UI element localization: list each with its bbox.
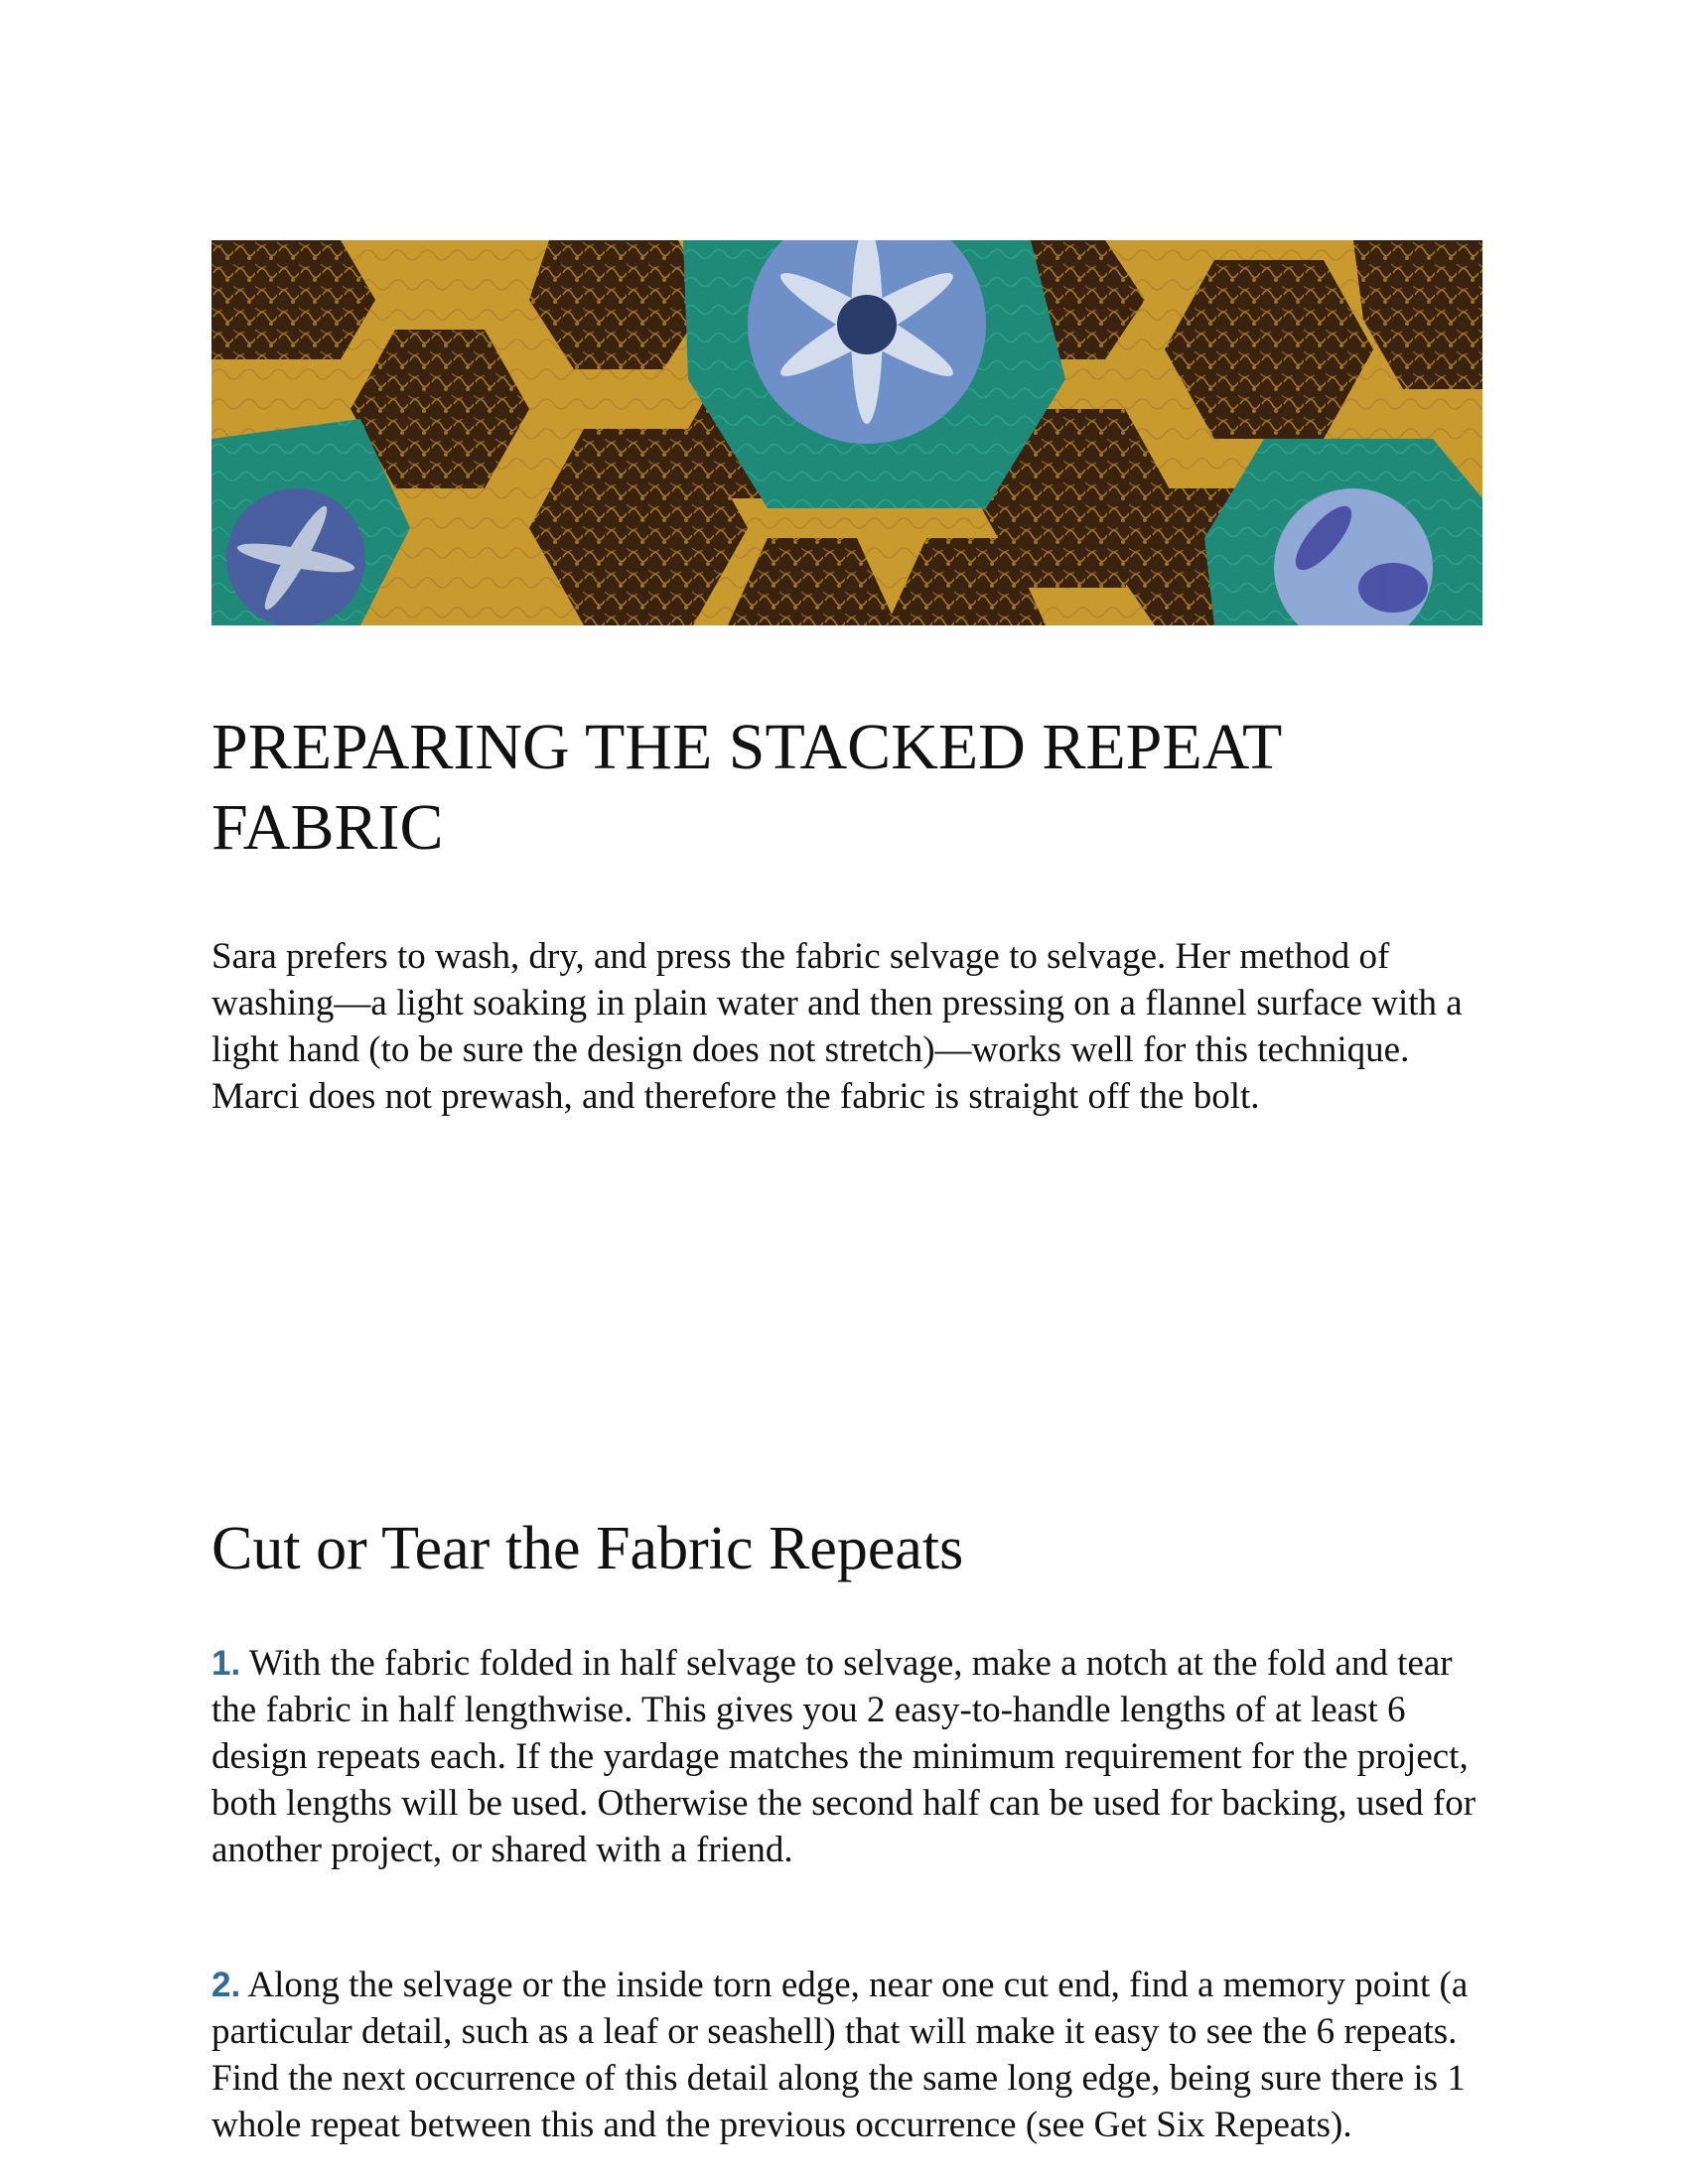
intro-paragraph: Sara prefers to wash, dry, and press the fabric selvage to selvage. Her method of washing—a light soaking in plain water and then pressing on a flannel surface with a light hand (to be sure the design does not stretch)—works well for this technique. Marci does not prewash, and therefore the fabric is straight off the bolt. xyxy=(211,936,1463,1117)
step-text: With the fabric folded in half selvage to selvage, make a notch at the fold and tear the fabric in half lengthwise. This gives you 2 easy-to-handle lengths of at least 6 design repeats each. If the yardage matches the minimum requirement for the project, both lengths will be used. Otherwise the second half can be used for backing, used for another project, or shared with a friend. xyxy=(211,1643,1477,1870)
step-number: 2. xyxy=(211,1966,241,2004)
step-item xyxy=(211,1640,1492,1873)
subsection-title: Cut or Tear the Fabric Repeats xyxy=(211,1515,964,1582)
step-item xyxy=(211,1962,1492,2148)
quilt-banner-image xyxy=(211,240,1482,625)
step-number: 1. xyxy=(211,1644,241,1683)
step-text: Along the selvage or the inside torn edge, near one cut end, find a memory point (a particular detail, such as a leaf or seashell) that will make it easy to see the 6 repeats. Find the next occurrence of this detail along the same long edge, being sure there is 1 whole repeat between this and the previous occurrence (see Get Six Repeats). xyxy=(211,1965,1469,2145)
section-title: PREPARING THE STACKED REPEAT FABRIC xyxy=(211,711,1282,864)
page-content xyxy=(211,240,1482,2145)
